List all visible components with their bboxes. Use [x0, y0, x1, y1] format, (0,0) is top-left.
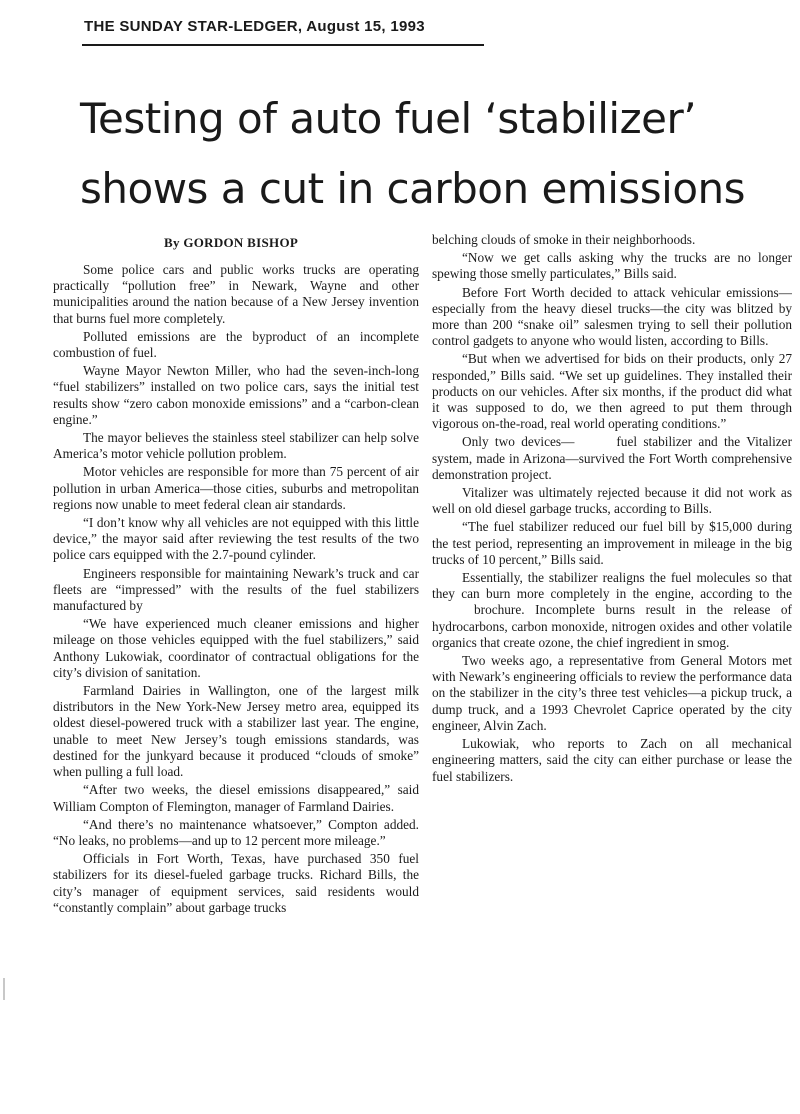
paragraph-part: brochure. Incomplete burns result in the release of hydrocarbons, carbon monoxide, nitrogen oxides and other volatile organics that create ozone, the chief ingredient in smog.	[432, 602, 792, 650]
paragraph	[432, 434, 792, 483]
paragraph: “We have experienced much cleaner emissions and higher mileage on those vehicles equipped with the fuel stabilizers,” said Anthony Lukowiak, coordinator of contractual obligations for the city’s division of sanitation.	[53, 616, 419, 680]
paragraph: Some police cars and public works trucks are operating practically “pollution free” in Newark, Wayne and other municipalities around the nation because of a New Jersey invention that burns fuel more completely.	[53, 262, 419, 326]
paragraph: The mayor believes the stainless steel stabilizer can help solve America’s motor vehicle pollution problem.	[53, 430, 419, 462]
paragraph: Motor vehicles are responsible for more than 75 percent of air pollution in urban America—those cities, suburbs and metropolitan regions now unable to meet federal clean air standards.	[53, 464, 419, 512]
paragraph: Wayne Mayor Newton Miller, who had the seven-inch-long “fuel stabilizers” installed on two police cars, says the initial test results show “zero cabon monoxide emissions” and a “carbon-clean engine.”	[53, 363, 419, 427]
byline: By GORDON BISHOP	[164, 235, 299, 250]
paragraph-continued: belching clouds of smoke in their neighborhoods.	[432, 232, 696, 247]
paragraph: Before Fort Worth decided to attack vehicular emissions—especially from the heavy diesel trucks—the city was blitzed by more than 200 “snake oil” salesmen trying to sell their pollution control gadgets to anyone who would listen, according to Bills.	[432, 284, 792, 349]
paragraph: “I don’t know why all vehicles are not equipped with this little device,” the mayor said after reviewing the test results of the two police cars equipped with the 2.7-pound cylinder.	[53, 515, 419, 563]
paragraph: Farmland Dairies in Wallington, one of the largest milk distributors in the New York-New Jersey metro area, equipped its oldest diesel-powered truck with a stabilizer last year. The engine, unable to meet New Jersey’s tough emissions standards, was destined for the junkyard because it produced “clouds of smoke” when pulling a full load.	[53, 683, 419, 780]
paragraph: “After two weeks, the diesel emissions disappeared,” said William Compton of Flemington, manager of Farmland Dairies.	[53, 782, 419, 814]
paragraph-part: Essentially, the stabilizer realigns the fuel molecules so that they can burn more completely in the engine, according to the	[432, 570, 792, 602]
paragraph	[432, 570, 792, 651]
paragraph-part: fuel stabilizer and the Vitalizer system, made in Arizona—survived the Fort Worth comprehensive demonstration project.	[432, 434, 792, 482]
headline	[80, 84, 760, 224]
paragraph: “And there’s no maintenance whatsoever,” Compton added. “No leaks, no problems—and up to 12 percent more mileage.”	[53, 816, 419, 848]
paragraph: “The fuel stabilizer reduced our fuel bill by $15,000 during the test period, representing an improvement in mileage in the big trucks of 10 percent,” Bills said.	[432, 519, 792, 567]
paragraph: Engineers responsible for maintaining Newark’s truck and car fleets are “impressed” with the results of the fuel stabilizers manufactured by	[53, 565, 419, 614]
paragraph: “But when we advertised for bids on their products, only 27 responded,” Bills said. “We set up guidelines. They installed their products on our vehicles. After six months, if the product did what it was supposed to do, we then agreed to put them through vigorous on-the-road, real world operating conditions.”	[432, 351, 792, 432]
headline-line-2: shows a cut in carbon emissions	[80, 164, 746, 213]
paragraph: “Now we get calls asking why the trucks are no longer spewing those smelly particulates,” Bills said.	[432, 250, 792, 282]
paragraph: Officials in Fort Worth, Texas, have purchased 350 fuel stabilizers for its diesel-fueled garbage trucks. Richard Bills, the city’s manager of equipment services, said residents would “constantly complain” about garbage trucks	[53, 851, 419, 915]
article-column-left	[53, 262, 419, 974]
paragraph: Vitalizer was ultimately rejected because it did not work as well on old diesel garbage trucks, according to Bills.	[432, 485, 792, 517]
paragraph: Polluted emissions are the byproduct of an incomplete combustion of fuel.	[53, 328, 419, 361]
masthead-rule	[82, 44, 484, 46]
scan-edge-mark	[3, 978, 5, 1000]
masthead: THE SUNDAY STAR-LEDGER, August 15, 1993	[84, 18, 425, 35]
article-column-right	[432, 232, 792, 832]
paragraph: Lukowiak, who reports to Zach on all mechanical engineering matters, said the city can either purchase or lease the fuel stabilizers.	[432, 736, 792, 784]
headline-line-1: Testing of auto fuel ‘stabilizer’	[80, 94, 697, 143]
paragraph: Two weeks ago, a representative from General Motors met with Newark’s engineering officials to review the performance data on the stabilizer in the city’s three test vehicles—a pickup truck, a dump truck, and a 1993 Chevrolet Caprice operated by the city engineer, Alvin Zach.	[432, 653, 792, 733]
paragraph-part: Only two devices—	[462, 434, 575, 450]
